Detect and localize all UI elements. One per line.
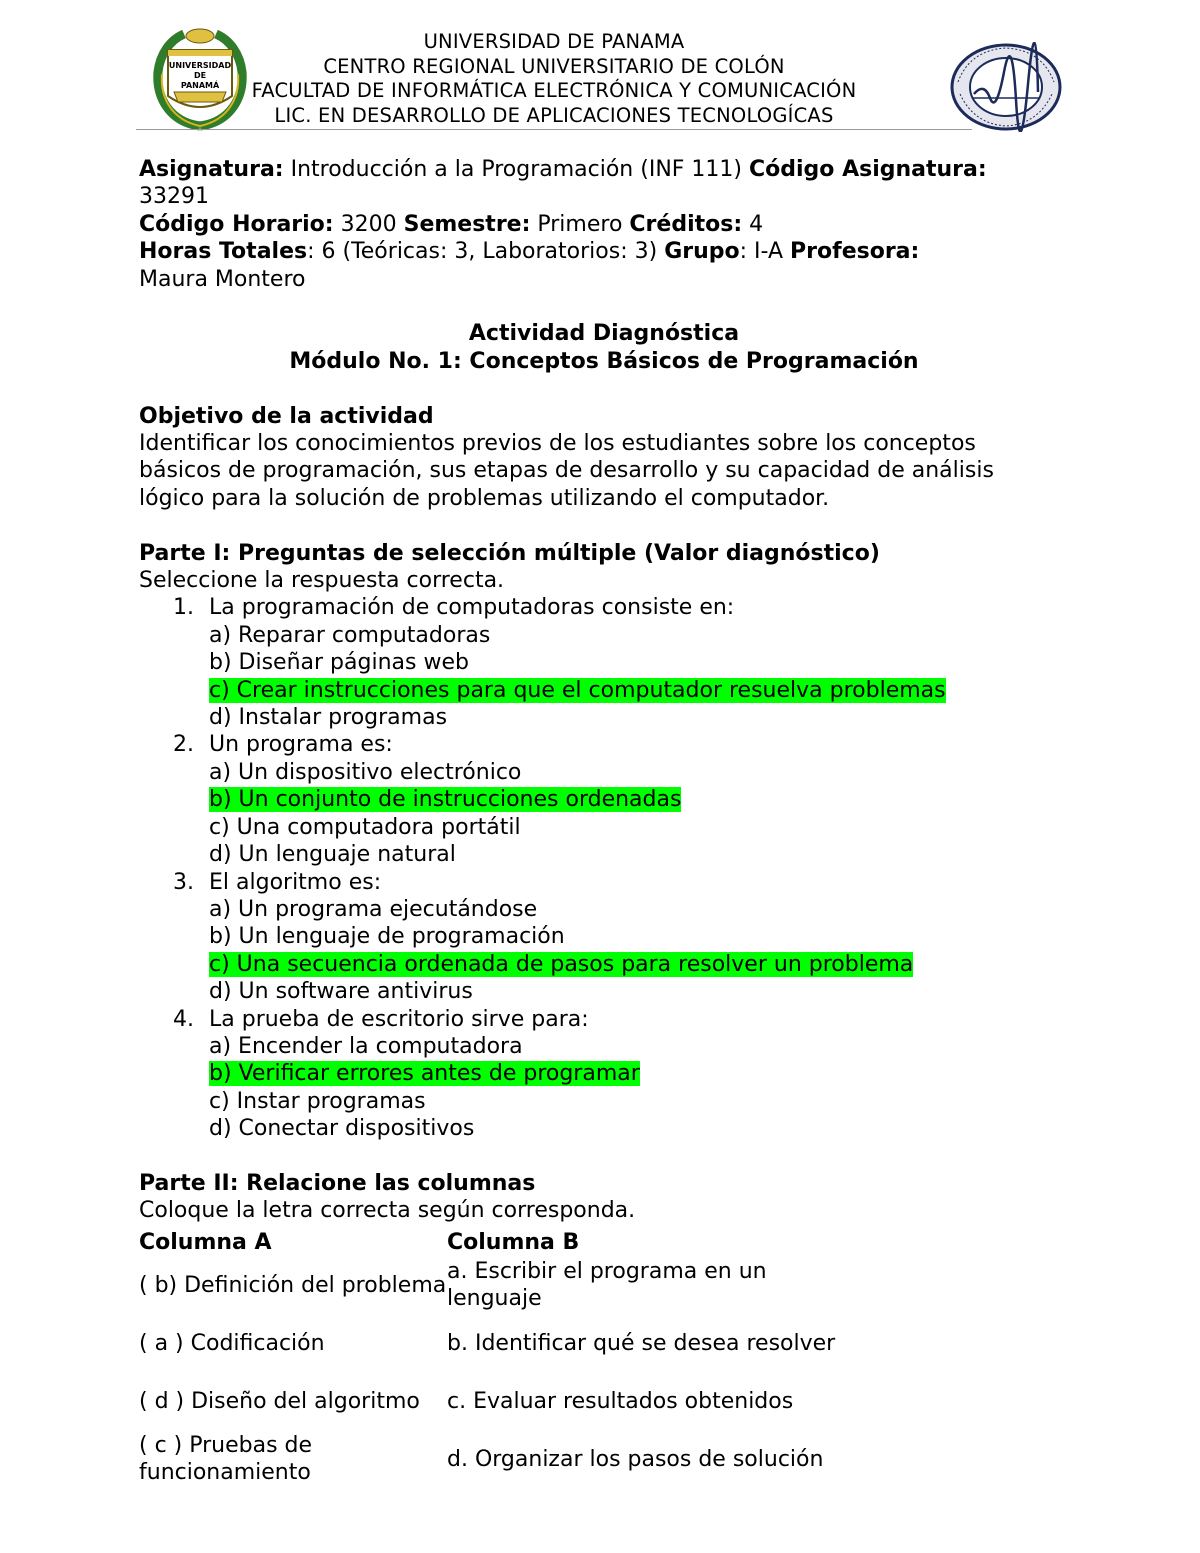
- answer-option: b) Diseñar páginas web: [209, 650, 469, 676]
- column-b-cell: a. Escribir el programa en un lenguaje: [447, 1259, 767, 1312]
- column-a-cell: ( d ) Diseño del algoritmo: [139, 1388, 420, 1414]
- activity-title: Actividad Diagnóstica: [468, 321, 740, 347]
- svg-text:DE: DE: [193, 71, 207, 80]
- question: [139, 731, 1069, 758]
- answer-option: d) Un software antivirus: [209, 979, 473, 1005]
- answer-option: d) Un lenguaje natural: [209, 842, 456, 868]
- header-line-university: UNIVERSIDAD DE PANAMA: [423, 30, 685, 53]
- answer-option: d) Instalar programas: [209, 705, 448, 731]
- answer-option: d) Conectar dispositivos: [209, 1116, 475, 1142]
- question-number: 1.: [173, 595, 194, 621]
- grupo-label: Grupo: [664, 239, 740, 265]
- objective-heading: Objetivo de la actividad: [139, 403, 434, 429]
- answer-option: c) Instar programas: [209, 1088, 426, 1114]
- table-row: [139, 1256, 839, 1314]
- correct-answer-option: c) Una secuencia ordenada de pasos para resolver un problema: [209, 951, 914, 977]
- question-number: 2.: [173, 732, 194, 758]
- question-text: La programación de computadoras consiste en:: [209, 595, 735, 621]
- question: [139, 869, 1069, 896]
- question: [139, 1006, 1069, 1033]
- table-row: [139, 1430, 839, 1488]
- answer-option: a) Reparar computadoras: [209, 622, 491, 648]
- profesora-value: Maura Montero: [139, 266, 306, 292]
- question-number: 4.: [173, 1006, 194, 1032]
- course-info-line-3: [139, 238, 1069, 265]
- semestre-label: Semestre:: [403, 211, 531, 237]
- objective-line: básicos de programación, sus etapas de desarrollo y su capacidad de análisis: [139, 458, 994, 484]
- header-line-licenciatura: LIC. EN DESARROLLO DE APLICACIONES TECNOLOGÍCAS: [274, 103, 834, 127]
- creditos-label: Créditos:: [629, 211, 743, 237]
- header-divider: [136, 129, 972, 130]
- answer-option: b) Un lenguaje de programación: [209, 924, 565, 950]
- svg-text:PANAMÁ: PANAMÁ: [180, 81, 220, 90]
- svg-text:UNIVERSIDAD: UNIVERSIDAD: [168, 61, 232, 70]
- column-b-header: Columna B: [447, 1230, 580, 1255]
- answer-option: a) Un programa ejecutándose: [209, 896, 538, 922]
- column-a-cell: ( b) Definición del problema: [139, 1272, 447, 1298]
- column-b-cell: c. Evaluar resultados obtenidos: [447, 1388, 794, 1414]
- question: [139, 594, 1069, 621]
- correct-answer-option: b) Un conjunto de instrucciones ordenadas: [209, 787, 682, 813]
- creditos-value: 4: [742, 211, 764, 237]
- header-line-centro: CENTRO REGIONAL UNIVERSITARIO DE COLÓN: [323, 54, 785, 78]
- answer-option: c) Una computadora portátil: [209, 814, 521, 840]
- document-body: [139, 156, 1069, 1225]
- correct-answer-option: b) Verificar errores antes de programar: [209, 1061, 640, 1087]
- grupo-value: : I-A: [739, 239, 791, 265]
- semestre-value: Primero: [530, 211, 630, 237]
- asignatura-value: Introducción a la Programación (INF 111): [283, 157, 749, 182]
- objective-line: lógico para la solución de problemas utilizando el computador.: [139, 485, 830, 511]
- table-row: [139, 1372, 839, 1430]
- document-header: [136, 26, 972, 130]
- answer-option: a) Un dispositivo electrónico: [209, 759, 522, 785]
- codigo-horario-value: 3200: [333, 211, 404, 237]
- asignatura-label: Asignatura:: [139, 157, 284, 182]
- column-a-header: Columna A: [139, 1230, 272, 1255]
- codigo-asignatura-label: Código Asignatura:: [749, 157, 987, 182]
- part2-instruction: Coloque la letra correcta según corresponda.: [139, 1198, 636, 1224]
- module-title: Módulo No. 1: Conceptos Básicos de Programación: [289, 348, 919, 374]
- table-row: [139, 1314, 839, 1372]
- header-line-facultad: FACULTAD DE INFORMÁTICA ELECTRÓNICA Y COMUNICACIÓN: [251, 79, 857, 102]
- profesora-label: Profesora:: [790, 239, 920, 265]
- objective-line: Identificar los conocimientos previos de los estudiantes sobre los conceptos: [139, 431, 976, 457]
- question-text: El algoritmo es:: [209, 869, 382, 895]
- column-b-cell: b. Identificar qué se desea resolver: [447, 1330, 836, 1356]
- table-header-row: [139, 1229, 839, 1256]
- course-info-line-1: [139, 156, 1069, 183]
- horas-value: : 6 (Teóricas: 3, Laboratorios: 3): [307, 239, 665, 265]
- question-text: Un programa es:: [209, 732, 393, 758]
- part1-instruction: Seleccione la respuesta correcta.: [139, 568, 505, 594]
- question-text: La prueba de escritorio sirve para:: [209, 1006, 589, 1032]
- column-a-cell: ( c ) Pruebas de funcionamiento: [139, 1433, 313, 1486]
- codigo-horario-label: Código Horario:: [139, 211, 334, 237]
- course-info-line-2: [139, 211, 1069, 238]
- column-a-cell: ( a ) Codificación: [139, 1330, 325, 1356]
- question-number: 3.: [173, 869, 194, 895]
- column-b-cell: d. Organizar los pasos de solución: [447, 1446, 824, 1472]
- codigo-asignatura-value: 33291: [139, 184, 209, 210]
- part2-heading: Parte II: Relacione las columnas: [139, 1170, 536, 1196]
- matching-table: [139, 1229, 839, 1488]
- answer-option: a) Encender la computadora: [209, 1033, 523, 1059]
- correct-answer-option: c) Crear instrucciones para que el computador resuelva problemas: [209, 677, 946, 703]
- part1-heading: Parte I: Preguntas de selección múltiple (Valor diagnóstico): [139, 540, 880, 566]
- horas-label: Horas Totales: [139, 239, 308, 265]
